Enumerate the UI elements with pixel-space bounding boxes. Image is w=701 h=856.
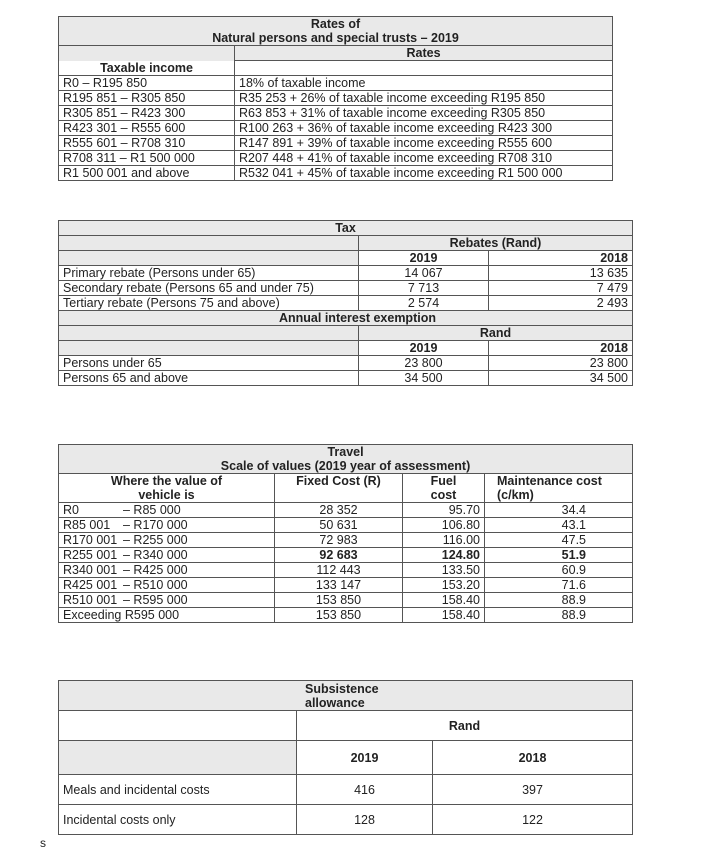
rates-rate-cell: R63 853 + 31% of taxable income exceeding R305 850 xyxy=(235,105,613,120)
interest-row xyxy=(59,371,633,386)
rates-header-blank2 xyxy=(235,61,613,76)
interest-label-cell: Persons 65 and above xyxy=(59,371,359,386)
interest-2019-cell: 23 800 xyxy=(359,356,489,371)
travel-row xyxy=(59,503,633,518)
subsistence-2018-cell: 397 xyxy=(433,775,633,805)
rebate-2018-cell: 7 479 xyxy=(489,281,633,296)
rates-title-row xyxy=(59,17,613,46)
rates-income-cell: R708 311 – R1 500 000 xyxy=(59,150,235,165)
travel-row xyxy=(59,608,633,623)
travel-range-from: R255 001 xyxy=(63,548,118,562)
interest-year-2019: 2019 xyxy=(359,341,489,356)
travel-table xyxy=(58,444,633,623)
travel-range-to: – R425 000 xyxy=(123,563,188,577)
travel-row xyxy=(59,563,633,578)
interest-blank xyxy=(59,326,359,341)
travel-maint-cell: 60.9 xyxy=(485,563,633,578)
interest-2018-cell: 34 500 xyxy=(489,371,633,386)
subsistence-2019-cell: 128 xyxy=(297,805,433,835)
tax-title-row xyxy=(59,221,633,236)
travel-col-fixed: Fixed Cost (R) xyxy=(275,474,403,503)
travel-range-cell xyxy=(59,503,275,518)
travel-maint-cell: 51.9 xyxy=(485,548,633,563)
travel-maint-cell: 88.9 xyxy=(485,593,633,608)
travel-maint-cell: 43.1 xyxy=(485,518,633,533)
interest-rand: Rand xyxy=(359,326,633,341)
subsistence-title xyxy=(59,681,633,711)
subsistence-blank xyxy=(59,711,297,741)
rates-income-cell: R555 601 – R708 310 xyxy=(59,135,235,150)
travel-fixed-cell: 133 147 xyxy=(275,578,403,593)
interest-title: Annual interest exemption xyxy=(59,311,633,326)
rates-rate-cell: R207 448 + 41% of taxable income exceeding R708 310 xyxy=(235,150,613,165)
travel-fuel-cell: 124.80 xyxy=(403,548,485,563)
travel-fuel-cell: 116.00 xyxy=(403,533,485,548)
interest-body xyxy=(59,356,633,386)
travel-range-from: R170 001 xyxy=(63,533,118,547)
subsistence-2019-cell: 416 xyxy=(297,775,433,805)
rebate-2018-cell: 13 635 xyxy=(489,266,633,281)
rates-rate-cell: R100 263 + 36% of taxable income exceeding R423 300 xyxy=(235,120,613,135)
footer-note: s xyxy=(40,836,46,850)
rates-rate-cell: 18% of taxable income xyxy=(235,75,613,90)
travel-fuel-cell: 106.80 xyxy=(403,518,485,533)
rates-table xyxy=(58,16,613,181)
travel-row xyxy=(59,548,633,563)
travel-range-from: R85 001 xyxy=(63,518,111,532)
travel-fixed-cell: 153 850 xyxy=(275,593,403,608)
rates-title-line1: Rates of xyxy=(310,17,361,31)
travel-fuel-cell: 133.50 xyxy=(403,563,485,578)
subsistence-body xyxy=(59,775,633,835)
travel-row xyxy=(59,518,633,533)
interest-label-cell: Persons under 65 xyxy=(59,356,359,371)
travel-range-to: – R85 000 xyxy=(123,503,181,517)
travel-title-line1: Travel xyxy=(327,445,364,459)
subsistence-2018-cell: 122 xyxy=(433,805,633,835)
subsistence-year-2019: 2019 xyxy=(297,741,433,775)
rates-income-cell: R305 851 – R423 300 xyxy=(59,105,235,120)
rates-income-cell: R1 500 001 and above xyxy=(59,165,235,180)
travel-range-cell xyxy=(59,533,275,548)
interest-row xyxy=(59,356,633,371)
travel-fixed-cell: 28 352 xyxy=(275,503,403,518)
travel-range-from: R425 001 xyxy=(63,578,118,592)
interest-year-blank xyxy=(59,341,359,356)
travel-range-from: Exceeding R595 000 xyxy=(63,608,180,622)
subsistence-row xyxy=(59,805,633,835)
rates-col-income: Taxable income xyxy=(59,61,235,76)
rates-rate-cell: R35 253 + 26% of taxable income exceeding R195 850 xyxy=(235,90,613,105)
rebates-title: Rebates (Rand) xyxy=(359,236,633,251)
rates-income-cell: R423 301 – R555 600 xyxy=(59,120,235,135)
tax-table xyxy=(58,220,633,386)
rates-header-blank xyxy=(59,46,235,61)
rates-row xyxy=(59,75,613,90)
travel-range-to: – R170 000 xyxy=(123,518,188,532)
rates-header-row2 xyxy=(59,61,613,76)
rates-row xyxy=(59,135,613,150)
rates-row xyxy=(59,120,613,135)
tax-year-blank xyxy=(59,251,359,266)
tax-blank xyxy=(59,236,359,251)
travel-maint-cell: 47.5 xyxy=(485,533,633,548)
travel-range-from: R510 001 xyxy=(63,593,118,607)
travel-range-to: – R595 000 xyxy=(123,593,188,607)
rates-rate-cell: R147 891 + 39% of taxable income exceeding R555 600 xyxy=(235,135,613,150)
subsistence-rand: Rand xyxy=(297,711,633,741)
rebate-row xyxy=(59,281,633,296)
travel-col-fuel: Fuel cost xyxy=(403,474,485,503)
travel-fuel-cell: 153.20 xyxy=(403,578,485,593)
tax-year-row xyxy=(59,251,633,266)
rates-row xyxy=(59,90,613,105)
rates-income-cell: R195 851 – R305 850 xyxy=(59,90,235,105)
subsistence-title-row xyxy=(59,681,633,711)
travel-fuel-cell: 95.70 xyxy=(403,503,485,518)
travel-title xyxy=(59,445,633,474)
travel-header-row xyxy=(59,474,633,503)
rebate-2019-cell: 7 713 xyxy=(359,281,489,296)
travel-range-cell xyxy=(59,518,275,533)
rebate-label-cell: Primary rebate (Persons under 65) xyxy=(59,266,359,281)
subsistence-rand-row xyxy=(59,711,633,741)
rebates-year-2019: 2019 xyxy=(359,251,489,266)
interest-rand-row xyxy=(59,326,633,341)
interest-2019-cell: 34 500 xyxy=(359,371,489,386)
travel-range-from: R340 001 xyxy=(63,563,118,577)
travel-range-cell xyxy=(59,548,275,563)
travel-row xyxy=(59,533,633,548)
rates-header-row xyxy=(59,46,613,61)
rebate-2018-cell: 2 493 xyxy=(489,296,633,311)
tax-title: Tax xyxy=(59,221,633,236)
tax-rebates-title-row xyxy=(59,236,633,251)
travel-row xyxy=(59,578,633,593)
travel-range-from: R0 xyxy=(63,503,79,517)
travel-range-to: – R510 000 xyxy=(123,578,188,592)
rates-title xyxy=(59,17,613,46)
rates-col-rates: Rates xyxy=(235,46,613,61)
rebate-label-cell: Tertiary rebate (Persons 75 and above) xyxy=(59,296,359,311)
interest-title-row xyxy=(59,311,633,326)
travel-range-cell xyxy=(59,578,275,593)
travel-range-to: – R255 000 xyxy=(123,533,188,547)
interest-year-row xyxy=(59,341,633,356)
subsistence-year-2018: 2018 xyxy=(433,741,633,775)
rates-income-cell: R0 – R195 850 xyxy=(59,75,235,90)
subsistence-row xyxy=(59,775,633,805)
travel-fixed-cell: 112 443 xyxy=(275,563,403,578)
rebate-2019-cell: 2 574 xyxy=(359,296,489,311)
rebate-row xyxy=(59,296,633,311)
subsistence-label-cell: Meals and incidental costs xyxy=(59,775,297,805)
travel-col-value: Where the value of vehicle is xyxy=(59,474,275,503)
rebates-year-2018: 2018 xyxy=(489,251,633,266)
subsistence-year-blank xyxy=(59,741,297,775)
rebate-row xyxy=(59,266,633,281)
interest-year-2018: 2018 xyxy=(489,341,633,356)
rates-row xyxy=(59,165,613,180)
travel-range-to: – R340 000 xyxy=(123,548,188,562)
travel-fixed-cell: 92 683 xyxy=(275,548,403,563)
travel-range-cell xyxy=(59,563,275,578)
travel-body xyxy=(59,503,633,623)
travel-fuel-cell: 158.40 xyxy=(403,608,485,623)
rates-body xyxy=(59,75,613,180)
rates-row xyxy=(59,105,613,120)
subsistence-year-row xyxy=(59,741,633,775)
travel-fixed-cell: 153 850 xyxy=(275,608,403,623)
rates-row xyxy=(59,150,613,165)
travel-title-line2: Scale of values (2019 year of assessment) xyxy=(220,459,471,473)
rebate-label-cell: Secondary rebate (Persons 65 and under 75) xyxy=(59,281,359,296)
subsistence-table xyxy=(58,680,633,835)
travel-col-maint: Maintenance cost (c/km) xyxy=(485,474,633,503)
rebates-body xyxy=(59,266,633,311)
subsistence-title-line1: Subsistence xyxy=(305,681,379,696)
subsistence-title-line2: allowance xyxy=(305,695,365,710)
rebate-2019-cell: 14 067 xyxy=(359,266,489,281)
travel-range-cell xyxy=(59,593,275,608)
travel-range-cell xyxy=(59,608,275,623)
travel-fixed-cell: 50 631 xyxy=(275,518,403,533)
interest-2018-cell: 23 800 xyxy=(489,356,633,371)
rates-title-line2: Natural persons and special trusts – 2019 xyxy=(212,31,459,45)
travel-maint-cell: 71.6 xyxy=(485,578,633,593)
travel-fixed-cell: 72 983 xyxy=(275,533,403,548)
travel-maint-cell: 88.9 xyxy=(485,608,633,623)
rates-rate-cell: R532 041 + 45% of taxable income exceeding R1 500 000 xyxy=(235,165,613,180)
subsistence-label-cell: Incidental costs only xyxy=(59,805,297,835)
travel-fuel-cell: 158.40 xyxy=(403,593,485,608)
travel-maint-cell: 34.4 xyxy=(485,503,633,518)
travel-row xyxy=(59,593,633,608)
travel-title-row xyxy=(59,445,633,474)
